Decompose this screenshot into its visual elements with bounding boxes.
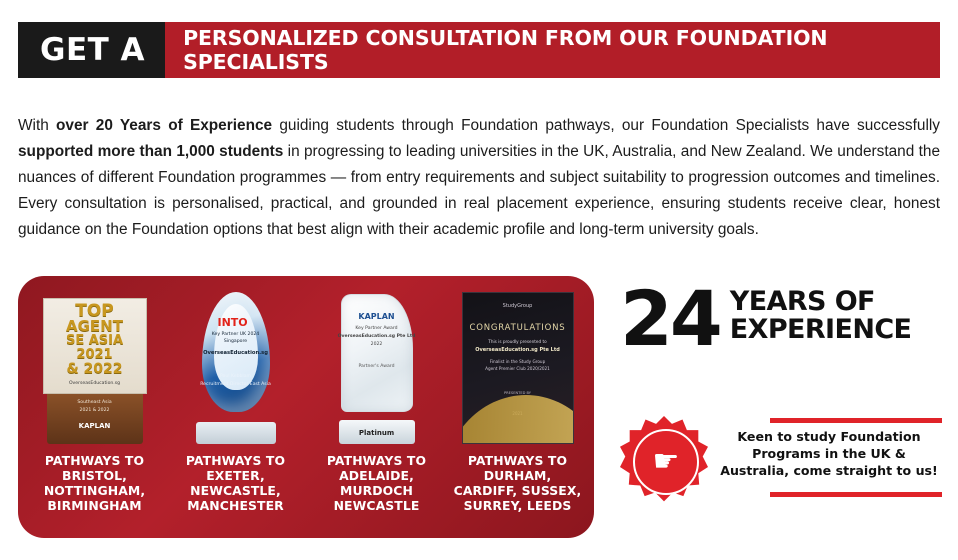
trophy-base xyxy=(196,422,276,444)
award-item xyxy=(165,286,306,530)
plaque-sub-1: OverseasEducation.sg xyxy=(68,381,121,386)
into-line-2: Singapore xyxy=(223,339,248,344)
years-of-experience-block xyxy=(620,274,940,363)
years-number: 24 xyxy=(620,274,720,363)
award-image-kaplan xyxy=(309,286,444,444)
cta-burst-badge xyxy=(620,416,708,504)
into-line-3: OverseasEducation.sg xyxy=(203,350,268,356)
kaplan-line-2: OverseasEducation.sg Pte Ltd xyxy=(337,334,416,339)
header-banner xyxy=(18,22,940,78)
plaque-face xyxy=(43,298,147,394)
years-line-2: EXPERIENCE xyxy=(729,314,912,346)
burst-inner-ring xyxy=(633,429,699,495)
plaque-sub-2: Southeast Asia xyxy=(77,400,112,405)
plaque-sub-3: 2021 & 2022 xyxy=(79,408,110,413)
wooden-plaque-icon xyxy=(43,298,147,444)
award-caption: PATHWAYS TO BRISTOL, NOTTINGHAM, BIRMINGHAM xyxy=(43,453,146,513)
cta-line-3: Australia, come straight to us! xyxy=(720,463,938,478)
years-words xyxy=(730,288,912,345)
plaque-line-2: AGENT xyxy=(66,317,123,335)
into-brand: INTO xyxy=(217,316,248,329)
certificate-line-5: PRESENTED BY xyxy=(503,391,531,395)
banner-right-label: PERSONALIZED CONSULTATION FROM OUR FOUNDATION SPECIALISTS xyxy=(165,22,940,78)
certificate-icon xyxy=(462,292,574,444)
cta-line-2: Programs in the UK & xyxy=(752,446,906,461)
award-image-certificate xyxy=(450,286,585,444)
plaque-line-3: SE ASIA xyxy=(65,333,124,348)
certificate-gold-swoosh xyxy=(462,395,574,444)
certificate-line-1: This is proudly presented to xyxy=(488,339,547,344)
certificate-line-2: OverseasEducation.sg Pte Ltd xyxy=(475,347,560,353)
into-line-5: Recruitment Director East Asia xyxy=(200,382,271,387)
award-item xyxy=(306,286,447,530)
kaplan-brand: KAPLAN xyxy=(358,312,395,321)
certificate-brand: StudyGroup xyxy=(502,303,533,309)
body-bold-2: supported more than 1,000 students xyxy=(18,143,284,161)
award-item xyxy=(447,286,588,530)
years-line-1: YEARS OF xyxy=(729,286,875,317)
banner-left-label: GET A xyxy=(18,22,165,78)
awards-panel xyxy=(18,276,594,538)
plaque-wood-base xyxy=(47,394,143,444)
into-line-4: Paul Kebblam xyxy=(219,374,252,379)
cta-bar-bottom xyxy=(770,492,942,497)
plaque-line-1: TOP xyxy=(75,301,114,321)
clear-glass-trophy-icon xyxy=(325,292,429,444)
plaque-line-5: & 2022 xyxy=(66,361,123,377)
cta-text xyxy=(716,428,942,479)
body-part-1: With xyxy=(18,117,57,135)
kaplan-line-3: 2022 xyxy=(370,342,383,347)
award-image-top-agent xyxy=(27,286,162,444)
certificate-title: CONGRATULATIONS xyxy=(469,323,566,333)
certificate-line-4: Agent Premier Club 2020/2021 xyxy=(485,366,550,371)
plaque-line-4: 2021 xyxy=(76,347,113,362)
body-bold-1: over 20 Years of Experience xyxy=(56,117,273,135)
pointing-hand-icon: ☛ xyxy=(652,445,680,478)
kaplan-line-1: Key Partner Award xyxy=(355,326,398,331)
award-caption: PATHWAYS TO ADELAIDE, MURDOCH NEWCASTLE xyxy=(326,453,427,513)
kaplan-line-4: Partner's Award xyxy=(358,364,395,369)
intro-paragraph xyxy=(18,113,940,243)
kaplan-tier-label: Platinum xyxy=(358,429,395,437)
award-item xyxy=(24,286,165,530)
body-part-2: guiding students through Foundation pathways, our Foundation Specialists have successfully xyxy=(272,117,940,135)
plaque-brand: KAPLAN xyxy=(78,422,111,430)
award-image-into xyxy=(168,286,303,444)
cta-block[interactable] xyxy=(620,412,942,508)
cta-bar-top xyxy=(770,418,942,423)
cta-line-1: Keen to study Foundation xyxy=(737,429,921,444)
blue-glass-trophy-icon xyxy=(184,292,288,444)
certificate-line-3: Finalist in the Study Group xyxy=(489,359,546,364)
award-caption: PATHWAYS TO DURHAM, CARDIFF, SUSSEX, SURREY, LEEDS xyxy=(453,453,582,513)
award-caption: PATHWAYS TO EXETER, NEWCASTLE, MANCHESTER xyxy=(185,453,286,513)
into-line-1: Key Partner UK 2024 xyxy=(211,332,260,337)
body-part-3: in progressing to leading universities in the UK, Australia, and New Zealand. We understand the nuances of different Foundation programmes — from entry requirements and subject suitability to progression outcomes and timelines. Every consultation is personalised, practical, and grounded in real placement experience, ensuring students receive clear, honest guidance on the Foundation options that best align with their academic profile and long-term university goals. xyxy=(18,143,940,239)
